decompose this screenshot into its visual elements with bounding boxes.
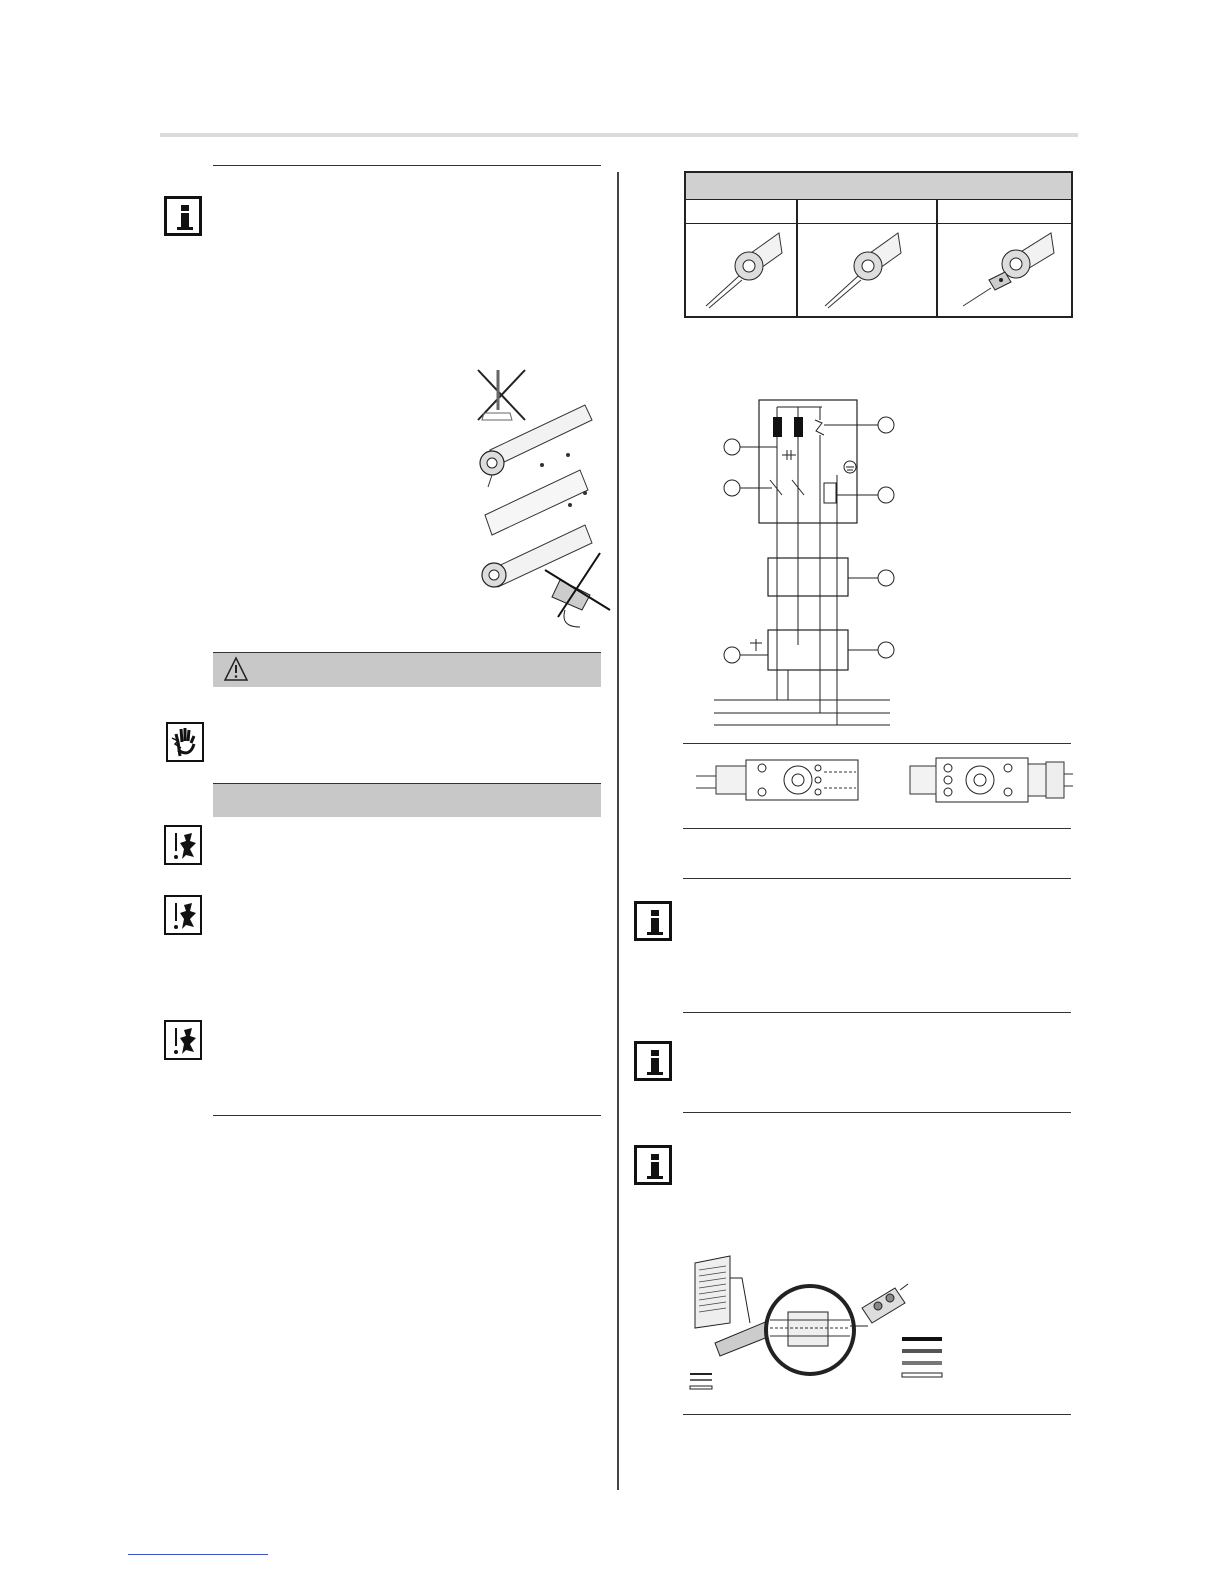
section-rule	[213, 1115, 601, 1116]
info-icon	[164, 196, 202, 236]
caution-damage-icon	[164, 1020, 202, 1060]
cable-table-header	[686, 173, 1071, 200]
section-rule	[683, 1414, 1071, 1415]
warning-bar	[213, 652, 601, 687]
section-rule	[683, 1112, 1071, 1113]
info-icon	[634, 901, 672, 941]
header-rule	[160, 133, 1078, 137]
motor-cable-plug	[961, 228, 1056, 308]
caution-damage-icon	[164, 825, 202, 865]
info-icon	[634, 1041, 672, 1081]
column-divider	[617, 172, 619, 1490]
section-bar	[213, 783, 601, 817]
motor-cable-plain	[823, 228, 903, 308]
section-rule	[683, 743, 1071, 744]
cable-table-subheader	[686, 199, 1071, 224]
motor-cable-plain	[704, 228, 784, 308]
caution-damage-icon	[164, 895, 202, 935]
footer-link-underline[interactable]	[128, 1554, 268, 1555]
connector-block-left	[696, 752, 871, 807]
motor-tube-mounting-illustration	[470, 365, 615, 635]
section-rule	[683, 828, 1071, 829]
section-rule	[213, 165, 601, 166]
electric-shock-hand-icon	[166, 722, 204, 762]
section-rule	[683, 878, 1071, 879]
shutter-switch-wiring-overview	[690, 1248, 975, 1408]
section-rule	[683, 1012, 1071, 1013]
warning-triangle-icon	[223, 656, 249, 682]
info-icon	[634, 1145, 672, 1185]
motor-wiring-schematic	[712, 395, 912, 735]
cable-table	[684, 171, 1073, 318]
connector-block-right	[908, 752, 1073, 807]
